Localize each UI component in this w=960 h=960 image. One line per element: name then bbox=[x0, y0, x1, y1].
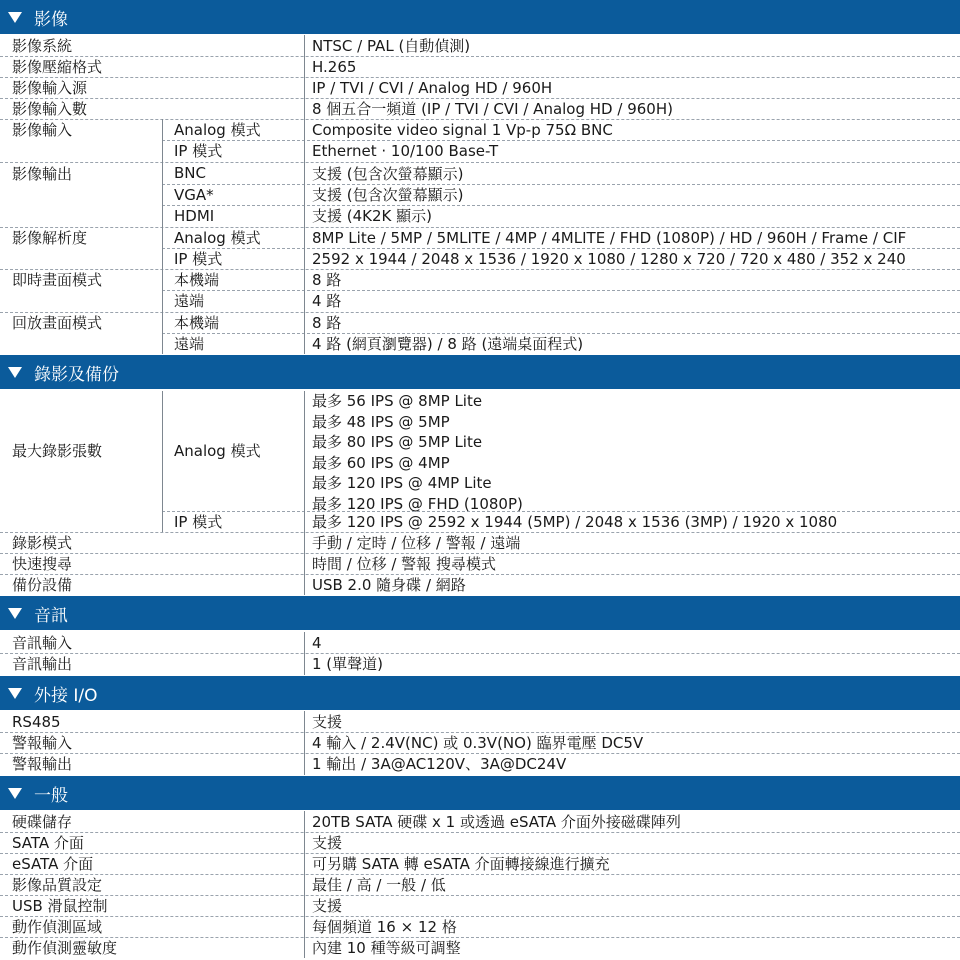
row-divider bbox=[162, 248, 960, 249]
column-divider bbox=[304, 391, 305, 595]
column-divider bbox=[304, 35, 305, 354]
spec-value: 最多 120 IPS @ 4MP Lite bbox=[312, 474, 492, 492]
row-divider bbox=[0, 832, 960, 833]
spec-value: 支援 bbox=[312, 834, 343, 852]
spec-value: 時間 / 位移 / 警報 搜尋模式 bbox=[312, 555, 496, 573]
spec-row-audio-in bbox=[0, 632, 960, 653]
spec-sublabel: Analog 模式 bbox=[174, 229, 261, 247]
spec-label: 硬碟儲存 bbox=[12, 813, 73, 831]
spec-value: 內建 10 種等級可調整 bbox=[312, 939, 461, 957]
section-title: 外接 I/O bbox=[34, 685, 98, 706]
spec-value: 支援 bbox=[312, 897, 343, 915]
spec-value: 4 路 (網頁瀏覽器) / 8 路 (遠端桌面程式) bbox=[312, 335, 584, 353]
spec-row-general-hdd bbox=[0, 811, 960, 832]
triangle-down-icon bbox=[8, 12, 22, 23]
section-header-video bbox=[0, 0, 960, 34]
section-header-recording bbox=[0, 355, 960, 389]
spec-label: 最大錄影張數 bbox=[12, 442, 103, 460]
spec-row-video-output-vga bbox=[0, 184, 960, 205]
spec-value: 最多 56 IPS @ 8MP Lite bbox=[312, 392, 483, 410]
spec-label: 影像輸出 bbox=[12, 164, 73, 183]
spec-value: 手動 / 定時 / 位移 / 警報 / 遠端 bbox=[312, 534, 521, 552]
spec-sublabel: Analog 模式 bbox=[174, 121, 261, 139]
spec-value: 8 路 bbox=[312, 314, 342, 332]
spec-row-video-input-source bbox=[0, 77, 960, 98]
row-divider bbox=[0, 574, 960, 575]
column-divider bbox=[304, 632, 305, 675]
spec-label: eSATA 介面 bbox=[12, 855, 94, 873]
spec-label: 錄影模式 bbox=[12, 534, 73, 552]
spec-label: SATA 介面 bbox=[12, 834, 84, 852]
spec-value: 4 bbox=[312, 633, 322, 652]
row-divider bbox=[0, 56, 960, 57]
spec-label: 快速搜尋 bbox=[12, 555, 73, 573]
spec-label: 警報輸入 bbox=[12, 734, 73, 752]
spec-label: 影像壓縮格式 bbox=[12, 58, 103, 76]
row-divider bbox=[0, 77, 960, 78]
spec-sublabel: 本機端 bbox=[174, 271, 220, 289]
spec-value: 4 路 bbox=[312, 292, 342, 310]
spec-sublabel: 遠端 bbox=[174, 292, 205, 310]
section-title: 影像 bbox=[34, 9, 68, 30]
spec-label: USB 滑鼠控制 bbox=[12, 897, 108, 915]
spec-row-video-compression bbox=[0, 56, 960, 77]
triangle-down-icon bbox=[8, 367, 22, 378]
row-divider bbox=[0, 937, 960, 938]
spec-row-audio-out bbox=[0, 653, 960, 674]
spec-value: 最多 80 IPS @ 5MP Lite bbox=[312, 433, 483, 451]
spec-label: 動作偵測靈敏度 bbox=[12, 939, 118, 957]
spec-label: 回放畫面模式 bbox=[12, 314, 103, 332]
spec-value: 1 (單聲道) bbox=[312, 655, 384, 673]
spec-label: 影像品質設定 bbox=[12, 876, 103, 894]
spec-row-video-live bbox=[0, 269, 960, 290]
spec-value: 1 輸出 / 3A@AC120V、3A@DC24V bbox=[312, 755, 567, 773]
spec-row-recording-backup bbox=[0, 574, 960, 595]
spec-value: IP / TVI / CVI / Analog HD / 960H bbox=[312, 78, 553, 97]
triangle-down-icon bbox=[8, 788, 22, 799]
row-divider bbox=[162, 140, 960, 141]
spec-label: 動作偵測區域 bbox=[12, 918, 103, 936]
triangle-down-icon bbox=[8, 688, 22, 699]
spec-value: 支援 bbox=[312, 713, 343, 731]
spec-value: 最多 120 IPS @ 2592 x 1944 (5MP) / 2048 x 1536 (3MP) / 1920 x 1080 bbox=[312, 513, 838, 531]
spec-label: 影像輸入 bbox=[12, 121, 73, 139]
spec-sublabel: Analog 模式 bbox=[174, 442, 261, 460]
section-header-audio bbox=[0, 596, 960, 630]
row-divider bbox=[0, 162, 960, 163]
row-divider bbox=[162, 511, 960, 512]
spec-value: 20TB SATA 硬碟 x 1 或透過 eSATA 介面外接磁碟陣列 bbox=[312, 813, 681, 831]
spec-value: 4 輸入 / 2.4V(NC) 或 0.3V(NO) 臨界電壓 DC5V bbox=[312, 734, 644, 752]
spec-row-video-output bbox=[0, 162, 960, 184]
spec-value: 支援 (包含次螢幕顯示) bbox=[312, 186, 464, 204]
spec-sublabel: VGA* bbox=[174, 185, 214, 204]
spec-value: 最佳 / 高 / 一般 / 低 bbox=[312, 876, 446, 894]
spec-row-recording-mode bbox=[0, 532, 960, 553]
spec-row-io-alarm-out bbox=[0, 753, 960, 774]
row-divider bbox=[162, 205, 960, 206]
spec-row-general-motion-sens bbox=[0, 937, 960, 958]
spec-sublabel: IP 模式 bbox=[174, 250, 223, 268]
column-divider bbox=[162, 119, 163, 162]
spec-value: 最多 48 IPS @ 5MP bbox=[312, 412, 450, 431]
spec-row-video-input-ip bbox=[0, 140, 960, 161]
row-divider bbox=[0, 269, 960, 270]
spec-row-video-live-remote bbox=[0, 290, 960, 311]
section-title: 錄影及備份 bbox=[34, 364, 119, 385]
spec-row-general-quality bbox=[0, 874, 960, 895]
row-divider bbox=[162, 184, 960, 185]
column-divider bbox=[162, 391, 163, 532]
spec-value: 8MP Lite / 5MP / 5MLITE / 4MP / 4MLITE / FHD (1080P) / HD / 960H / Frame / CIF bbox=[312, 228, 907, 247]
column-divider bbox=[162, 162, 163, 227]
spec-row-recording-search bbox=[0, 553, 960, 574]
spec-row-recording-max-rate bbox=[0, 391, 960, 513]
spec-label: 影像解析度 bbox=[12, 229, 88, 247]
spec-sublabel: BNC bbox=[174, 164, 206, 182]
row-divider bbox=[0, 98, 960, 99]
row-divider bbox=[0, 553, 960, 554]
row-divider bbox=[0, 227, 960, 228]
section-header-io bbox=[0, 676, 960, 710]
section-title: 一般 bbox=[34, 785, 68, 806]
row-divider bbox=[0, 119, 960, 120]
spec-value: 支援 (4K2K 顯示) bbox=[312, 207, 433, 225]
row-divider bbox=[162, 333, 960, 334]
spec-sublabel: 遠端 bbox=[174, 335, 205, 353]
spec-sublabel: IP 模式 bbox=[174, 513, 223, 531]
column-divider bbox=[304, 711, 305, 775]
row-divider bbox=[0, 732, 960, 733]
row-divider bbox=[0, 853, 960, 854]
spec-row-video-input bbox=[0, 119, 960, 140]
spec-row-general-sata bbox=[0, 832, 960, 853]
spec-value-list bbox=[312, 391, 523, 514]
spec-value: 2592 x 1944 / 2048 x 1536 / 1920 x 1080 / 1280 x 720 / 720 x 480 / 352 x 240 bbox=[312, 249, 906, 268]
spec-row-general-usb bbox=[0, 895, 960, 916]
spec-value: NTSC / PAL (自動偵測) bbox=[312, 37, 471, 55]
spec-row-video-input-count bbox=[0, 98, 960, 119]
row-divider bbox=[0, 895, 960, 896]
row-divider bbox=[0, 653, 960, 654]
spec-value: 最多 120 IPS @ FHD (1080P) bbox=[312, 494, 523, 513]
spec-row-io-alarm-in bbox=[0, 732, 960, 753]
row-divider bbox=[0, 916, 960, 917]
spec-label: 音訊輸出 bbox=[12, 655, 73, 673]
spec-row-video-resolution bbox=[0, 227, 960, 248]
column-divider bbox=[162, 269, 163, 312]
row-divider bbox=[0, 874, 960, 875]
spec-label: 即時畫面模式 bbox=[12, 271, 103, 289]
spec-label: 影像輸入源 bbox=[12, 79, 88, 97]
spec-row-video-playback-remote bbox=[0, 333, 960, 354]
spec-value: 每個頻道 16 × 12 格 bbox=[312, 918, 457, 936]
row-divider bbox=[0, 753, 960, 754]
spec-label: 影像輸入數 bbox=[12, 100, 88, 118]
section-header-general bbox=[0, 776, 960, 810]
spec-row-general-motion-area bbox=[0, 916, 960, 937]
spec-value: H.265 bbox=[312, 57, 357, 76]
column-divider bbox=[304, 811, 305, 958]
spec-value: Ethernet · 10/100 Base-T bbox=[312, 141, 499, 160]
triangle-down-icon bbox=[8, 608, 22, 619]
spec-value: USB 2.0 隨身碟 / 網路 bbox=[312, 576, 466, 594]
spec-value: 最多 60 IPS @ 4MP bbox=[312, 453, 450, 472]
spec-row-recording-max-rate-ip bbox=[0, 511, 960, 532]
spec-row-video-playback bbox=[0, 312, 960, 333]
spec-value: 可另購 SATA 轉 eSATA 介面轉接線進行擴充 bbox=[312, 855, 610, 873]
spec-row-io-rs485 bbox=[0, 711, 960, 732]
row-divider bbox=[0, 532, 960, 533]
spec-label: 影像系統 bbox=[12, 37, 73, 55]
spec-value: 支援 (包含次螢幕顯示) bbox=[312, 164, 464, 183]
spec-value: Composite video signal 1 Vp-p 75Ω BNC bbox=[312, 120, 613, 139]
spec-label: 音訊輸入 bbox=[12, 634, 73, 652]
spec-row-general-esata bbox=[0, 853, 960, 874]
section-title: 音訊 bbox=[34, 605, 68, 626]
spec-label: 警報輸出 bbox=[12, 755, 73, 773]
spec-label: 備份設備 bbox=[12, 576, 73, 594]
spec-row-video-resolution-ip bbox=[0, 248, 960, 269]
column-divider bbox=[162, 312, 163, 354]
column-divider bbox=[162, 227, 163, 269]
spec-sublabel: 本機端 bbox=[174, 314, 220, 332]
spec-value: 8 路 bbox=[312, 271, 342, 289]
spec-value: 8 個五合一頻道 (IP / TVI / CVI / Analog HD / 960H) bbox=[312, 100, 673, 118]
spec-row-video-system bbox=[0, 35, 960, 56]
spec-sublabel: HDMI bbox=[174, 206, 215, 225]
row-divider bbox=[0, 312, 960, 313]
row-divider bbox=[162, 290, 960, 291]
spec-label: RS485 bbox=[12, 712, 61, 731]
spec-sublabel: IP 模式 bbox=[174, 142, 223, 160]
spec-row-video-output-hdmi bbox=[0, 205, 960, 226]
